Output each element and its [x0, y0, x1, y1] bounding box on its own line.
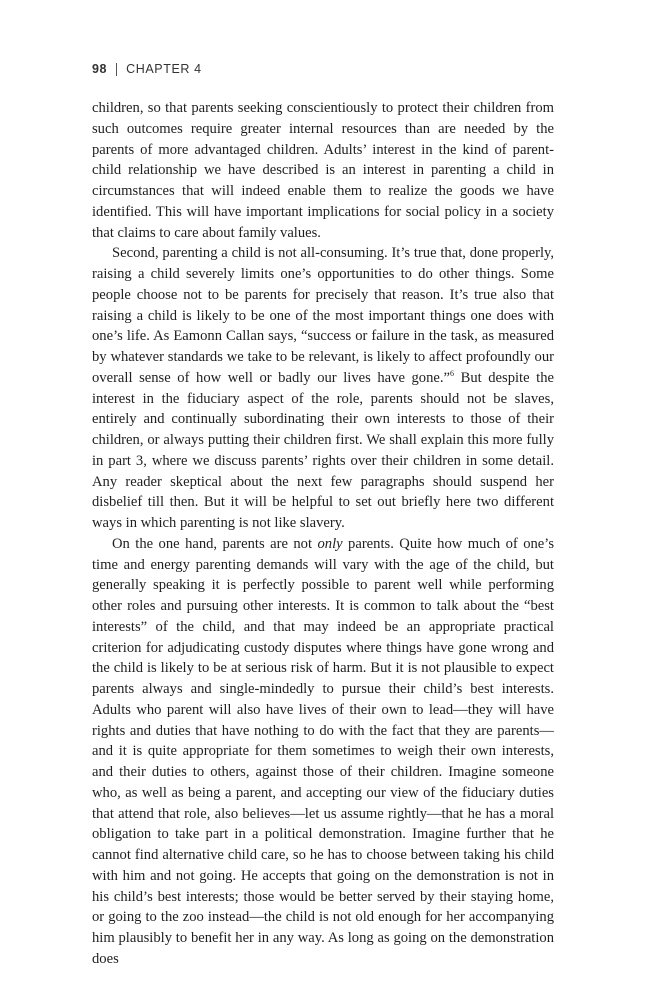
header-divider — [116, 63, 117, 76]
paragraph-2-text-a: Second, parenting a child is not all-consuming. It’s true that, done properly, raising a child severely limits one’s opportunities to do other things. Some people choose not to be parents for precisely that reason. It’s true also that raising a child is likely to be one of the most important things one does with one’s life. As Eamonn Callan says, “success or failure in the task, as measured by whatever standards we take to be relevant, is likely to affect profoundly our overall sense of how well or badly our lives have gone.” — [92, 245, 554, 386]
running-head — [92, 62, 554, 76]
footnote-marker[interactable]: 6 — [450, 368, 454, 378]
page-number: 98 — [92, 62, 108, 76]
paragraph-1: children, so that parents seeking conscientiously to protect their children from such outcomes require greater internal resources than are needed by the parents of more advantaged children. Adults’ interest in the kind of parent-child relationship we have described is an interest in parenting a child in circumstances that will indeed enable them to realize the goods we have identified. This will have important implications for social policy in a society that claims to care about family values. — [92, 100, 554, 241]
body-text — [92, 98, 554, 970]
paragraph-3-emphasis: only — [317, 535, 343, 552]
book-page — [92, 62, 554, 970]
paragraph-3-text-b: parents. Quite how much of one’s time and energy parenting demands will vary with the age of the child, but generally speaking it is perfectly possible to parent well while performing other roles and pursuing other interests. It is common to talk about the “best interests” of the child, and that may indeed be an appropriate practical criterion for adjudicating custody disputes where things have gone wrong and the child is likely to be at serious risk of harm. But it is not plausible to expect parents always and single-mindedly to pursue their child’s best interests. Adults who parent will also have lives of their own to lead—they will have rights and duties that have nothing to do with the fact that they are parents—and it is quite appropriate for them sometimes to weigh their own interests, and their duties to others, against those of their children. Imagine someone who, as well as being a parent, and accepting our view of the fiduciary duties that attend that role, also believes—let us assume rightly—that he has a moral obligation to take part in a political demonstration. Imagine further that he cannot find alternative child care, so he has to choose between taking his child with him and not going. He accepts that going on the demonstration is not in his child’s best interests; those would be better served by their staying home, or going to the zoo instead—the child is not old enough for her accompanying him plausibly to benefit her in any way. As long as going on the demonstration does — [92, 535, 554, 967]
paragraph-2 — [92, 243, 554, 534]
paragraph-3 — [92, 534, 554, 970]
paragraph-3-text-a: On the one hand, parents are not — [112, 535, 318, 552]
paragraph-2-text-b: But despite the interest in the fiduciary aspect of the role, parents should not be slaves, entirely and continually subordinating their own interests to those of their children, or always putting their children first. We shall explain this more fully in part 3, where we discuss parents’ rights over their children in some detail. Any reader skeptical about the next few paragraphs should suspend her disbelief till then. But it will be helpful to set out briefly here two different ways in which parenting is not like slavery. — [92, 369, 554, 531]
chapter-label: CHAPTER 4 — [126, 62, 202, 76]
